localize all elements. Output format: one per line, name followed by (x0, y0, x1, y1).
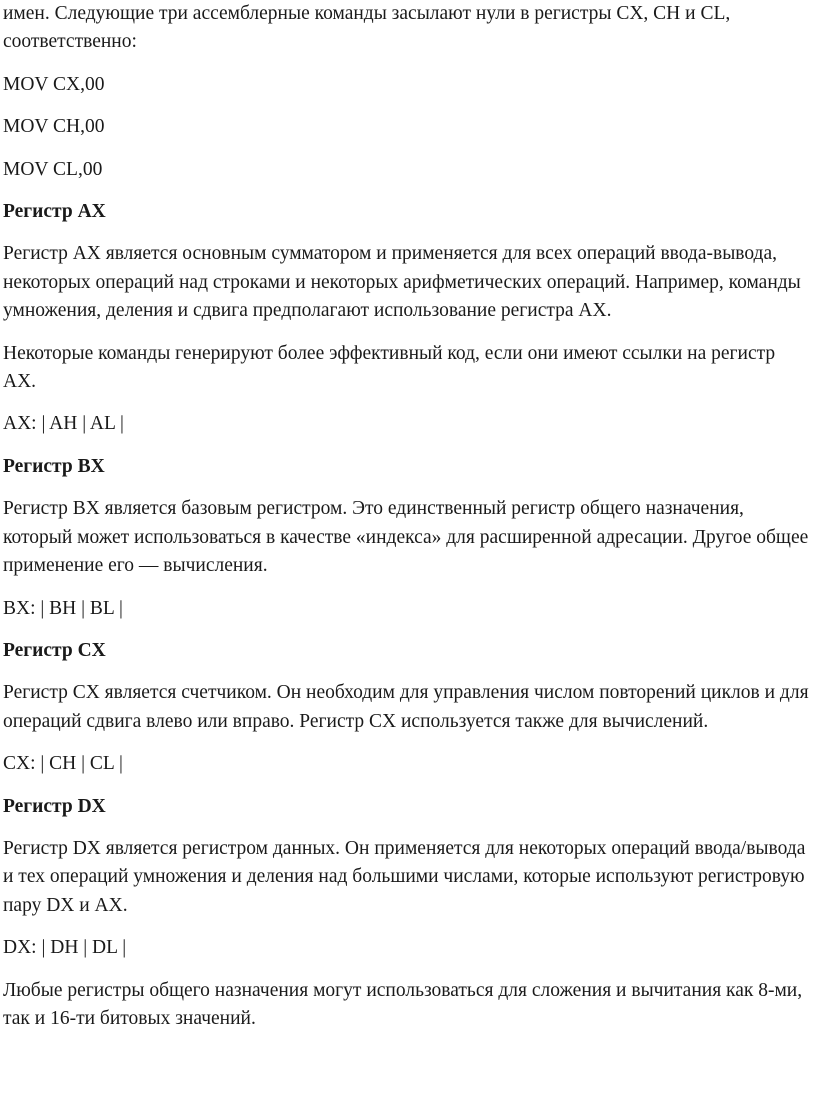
document-page (3, 0, 813, 1047)
closing-paragraph: Любые регистры общего назначения могут использоваться для сложения и вычитания как 8-ми, так и 16-ти битовых значений. (3, 979, 803, 1029)
cx-layout: CX: | CH | CL | (3, 753, 123, 775)
heading-bx: Регистр BX (3, 455, 105, 477)
dx-layout: DX: | DH | DL | (3, 937, 127, 959)
dx-description: Регистр DX является регистром данных. Он применяется для некоторых операций ввода/вывода и тех операций умножения и деления над большими числами, которые используют регистровую пару DX и AX. (3, 837, 806, 916)
bx-layout: BX: | BH | BL | (3, 597, 123, 619)
intro-paragraph: имен. Следующие три ассемблерные команды засылают нули в регистры CX, CH и CL, соответственно: (3, 3, 731, 53)
ax-layout: AX: | AH | AL | (3, 413, 124, 435)
ax-note: Некоторые команды генерируют более эффективный код, если они имеют ссылки на регистр AX. (3, 342, 776, 393)
ax-description: Регистр AX является основным сумматором и применяется для всех операций ввода-вывода, некоторых операций над строками и некоторых арифметических операций. Например, команды умножения, деления и сдвига предполагают использование регистра AX. (3, 243, 801, 322)
heading-ax: Регистр AX (3, 201, 106, 223)
cx-description: Регистр CX является счетчиком. Он необходим для управления числом повторений циклов и для операций сдвига влево или вправо. Регистр CX используется также для вычислений. (3, 682, 809, 732)
heading-dx: Регистр DX (3, 795, 106, 817)
code-line-mov-cl: MOV CL,00 (3, 158, 103, 180)
bx-description: Регистр BX является базовым регистром. Это единственный регистр общего назначения, который может использоваться в качестве «индекса» для расширенной адресации. Другое общее применение его — вычисления. (3, 498, 809, 577)
code-line-mov-ch: MOV CH,00 (3, 116, 105, 138)
code-line-mov-cx: MOV CX,00 (3, 73, 105, 95)
heading-cx: Регистр CX (3, 639, 106, 661)
